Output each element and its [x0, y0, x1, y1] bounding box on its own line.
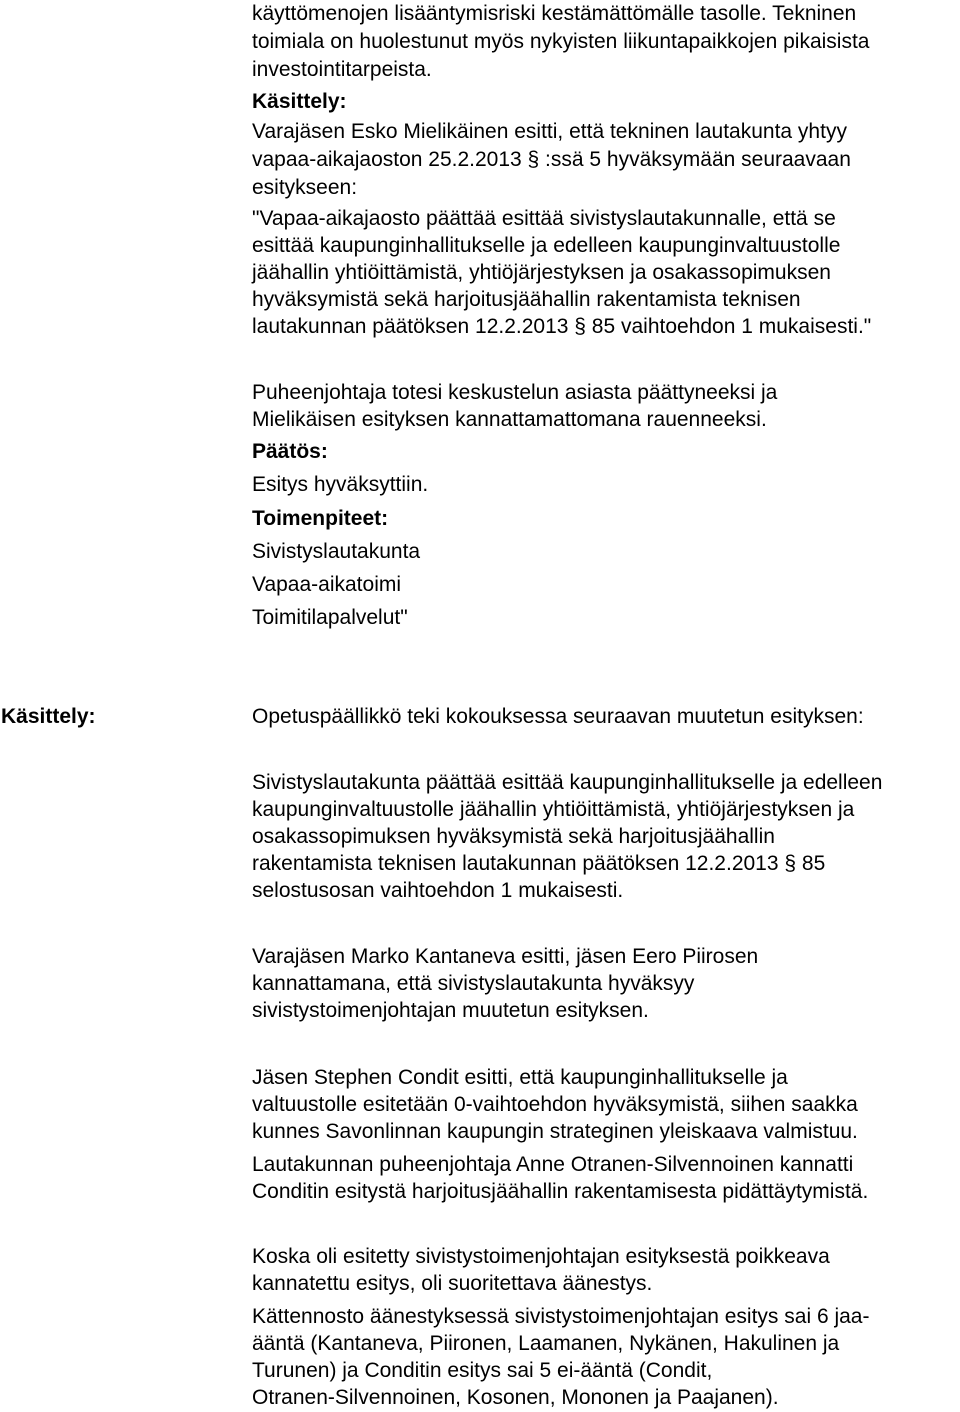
proposal-line: selostusosan vaihtoehdon 1 mukaisesti. [252, 879, 624, 902]
proposal-line: kaupunginvaltuustolle jäähallin yhtiöittämistä, yhtiöjärjestyksen ja [252, 798, 855, 821]
kantaneva-line: sivistystoimenjohtajan muutetun esityksen. [252, 999, 649, 1022]
quote-line: jäähallin yhtiöittämistä, yhtiöjärjestyksen ja osakassopimuksen [252, 261, 831, 284]
kasittely-side-label: Käsittely: [1, 705, 96, 728]
kantaneva-line: Varajäsen Marko Kantaneva esitti, jäsen Eero Piirosen [252, 945, 759, 968]
otranen-line: Conditin esitystä harjoitusjäähallin rakentamisesta pidättäytymistä. [252, 1180, 869, 1203]
paatos-text: Esitys hyväksyttiin. [252, 473, 429, 496]
quote-line: lautakunnan päätöksen 12.2.2013 § 85 vaihtoehdon 1 mukaisesti." [252, 315, 872, 338]
toimenpiteet-item: Toimitilapalvelut" [252, 606, 408, 629]
kantaneva-line: kannattamana, että sivistyslautakunta hyväksyy [252, 972, 695, 995]
result-line: Turunen) ja Conditin esitys sai 5 ei-ääntä (Condit, [252, 1359, 713, 1382]
text-line: Varajäsen Esko Mielikäinen esitti, että tekninen lautakunta yhtyy [252, 120, 847, 143]
proposal-line: rakentamista teknisen lautakunnan päätöksen 12.2.2013 § 85 [252, 852, 826, 875]
toimenpiteet-item: Sivistyslautakunta [252, 540, 421, 563]
paatos-heading: Päätös: [252, 440, 328, 463]
intro-line: Opetuspäällikkö teki kokouksessa seuraavan muutetun esityksen: [252, 705, 864, 728]
quote-line: esittää kaupunginhallitukselle ja edelleen kaupunginvaltuustolle [252, 234, 841, 257]
chair-line: Mielikäisen esityksen kannattamattomana rauenneeksi. [252, 408, 767, 431]
condit-line: kunnes Savonlinnan kaupungin strateginen yleiskaava valmistuu. [252, 1120, 858, 1143]
condit-line: valtuustolle esitetään 0-vaihtoehdon hyväksymistä, siihen saakka [252, 1093, 858, 1116]
otranen-line: Lautakunnan puheenjohtaja Anne Otranen-Silvennoinen kannatti [252, 1153, 854, 1176]
chair-line: Puheenjohtaja totesi keskustelun asiasta päättyneeksi ja [252, 381, 778, 404]
toimenpiteet-item: Vapaa-aikatoimi [252, 573, 402, 596]
text-line: vapaa-aikajaoston 25.2.2013 § :ssä 5 hyväksymään seuraavaan [252, 148, 851, 171]
quote-line: hyväksymistä sekä harjoitusjäähallin rakentamista teknisen [252, 288, 801, 311]
kasittely-heading: Käsittely: [252, 90, 347, 113]
text-line: toimiala on huolestunut myös nykyisten liikuntapaikkojen pikaisista [252, 30, 870, 53]
toimenpiteet-heading: Toimenpiteet: [252, 507, 389, 530]
quote-line: "Vapaa-aikajaosto päättää esittää sivistyslautakunnalle, että se [252, 207, 836, 230]
result-line: Otranen-Silvennoinen, Kosonen, Mononen ja Paajanen). [252, 1386, 779, 1409]
result-line: ääntä (Kantaneva, Piironen, Laamanen, Nykänen, Hakulinen ja [252, 1332, 840, 1355]
result-line: Kättennosto äänestyksessä sivistystoimenjohtajan esitys sai 6 jaa- [252, 1305, 870, 1328]
proposal-line: Sivistyslautakunta päättää esittää kaupunginhallitukselle ja edelleen [252, 771, 883, 794]
vote-line: kannatettu esitys, oli suoritettava äänestys. [252, 1272, 653, 1295]
text-line: esitykseen: [252, 176, 358, 199]
text-line: käyttömenojen lisääntymisriski kestämättömälle tasolle. Tekninen [252, 2, 857, 25]
vote-line: Koska oli esitetty sivistystoimenjohtajan esityksestä poikkeava [252, 1245, 830, 1268]
text-line: investointitarpeista. [252, 58, 432, 81]
condit-line: Jäsen Stephen Condit esitti, että kaupunginhallitukselle ja [252, 1066, 788, 1089]
proposal-line: osakassopimuksen hyväksymistä sekä harjoitusjäähallin [252, 825, 775, 848]
